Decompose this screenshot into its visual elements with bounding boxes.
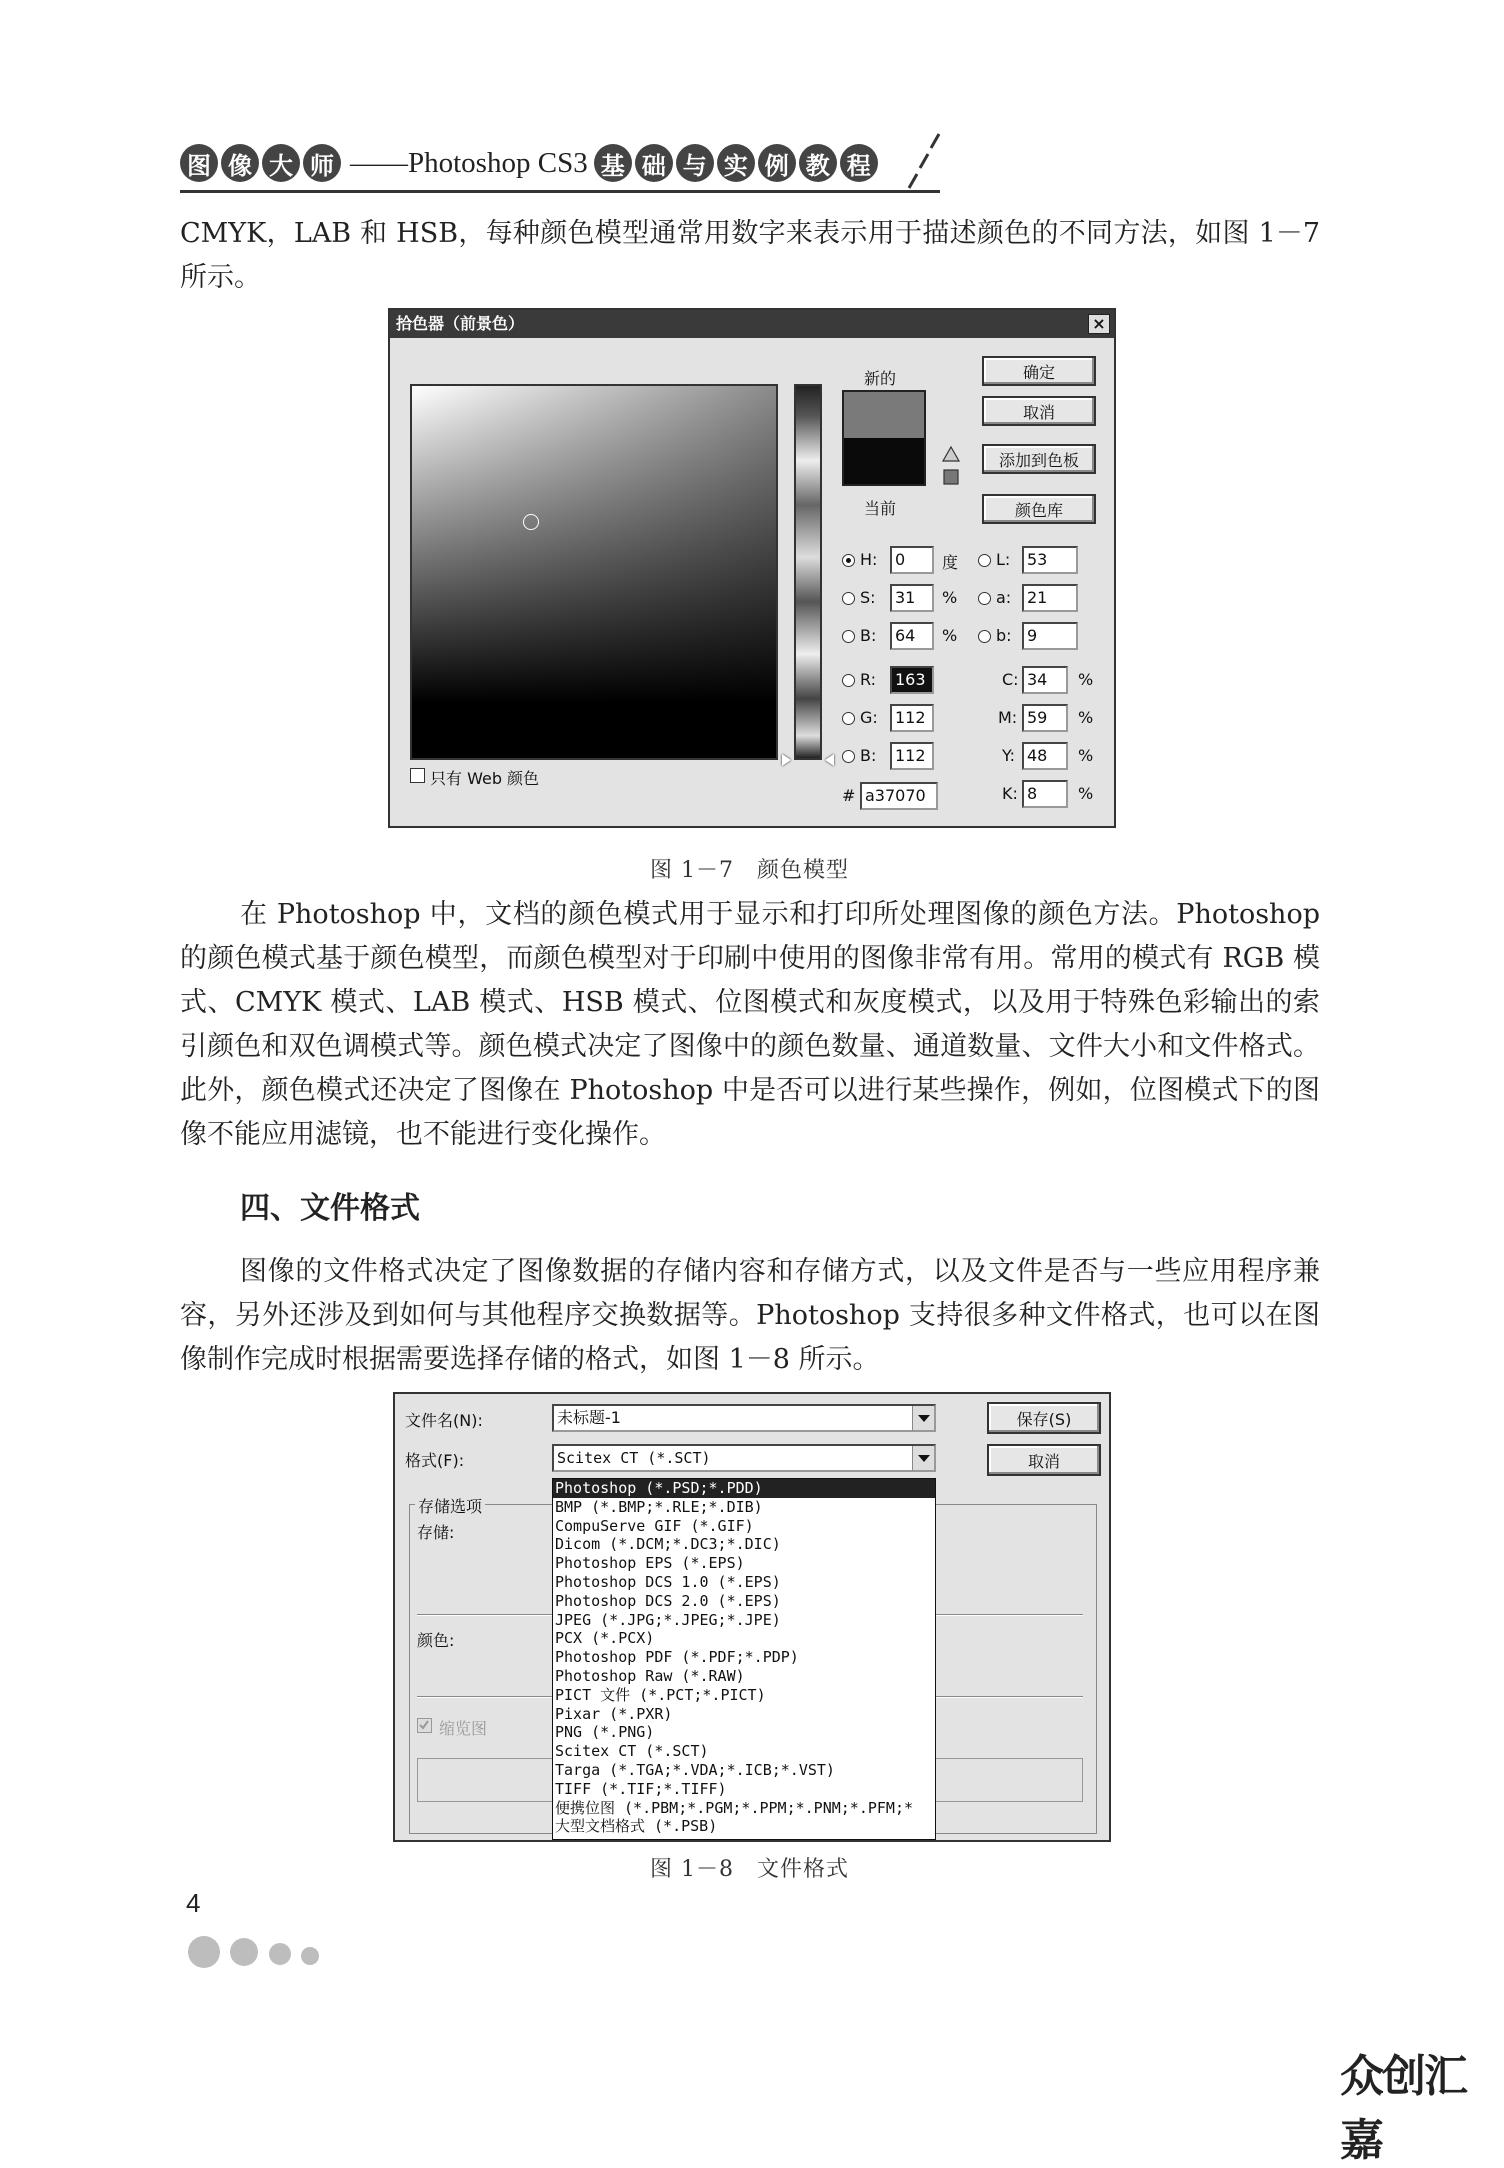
thumbnail-checkbox[interactable] [417,1718,432,1733]
paragraph-color-modes: 在 Photoshop 中，文档的颜色模式用于显示和打印所处理图像的颜色方法。Photoshop 的颜色模式基于颜色模型，而颜色模型对于印刷中使用的图像非常有用。常用的模式有 RGB 模式、CMYK 模式、LAB 模式、HSB 模式、位图模式和灰度模式，以及用于特殊色彩输出的索引颜色和双色调模式等。颜色模式决定了图像中的颜色数量、通道数量、文件大小和文件格式。此外，颜色模式还决定了图像在 Photoshop 中是否可以进行某些操作，例如，位图模式下的图像不能应用滤镜，也不能进行变化操作。 [180,899,1320,1150]
a-label: a: [996,588,1012,607]
filename-label: 文件名(N): [405,1411,483,1430]
format-option[interactable]: 大型文档格式 (*.PSB) [555,1817,718,1836]
chevron-down-icon[interactable] [912,1406,934,1430]
paragraph-intro: CMYK，LAB 和 HSB，每种颜色模型通常用数字来表示用于描述颜色的不同方法，如图 1－7 所示。 [180,218,1320,293]
checkmark-icon [418,1719,430,1731]
rgb-b-input[interactable]: 112 [890,742,934,770]
format-combo[interactable] [552,1444,936,1472]
ok-button[interactable]: 确定 [982,356,1096,386]
format-value: Scitex CT (*.SCT) [557,1449,711,1467]
rgb-b-label: B: [860,746,877,765]
thumbnail-label: 缩览图 [439,1719,488,1738]
header-char: 大 [262,144,300,182]
a-input[interactable]: 21 [1022,584,1078,612]
watermark: 众创汇嘉 [1340,2051,1466,2166]
k-unit: % [1078,784,1094,803]
header-char: 基 [594,144,632,182]
format-option[interactable]: Pixar (*.PXR) [555,1704,673,1723]
l-input[interactable]: 53 [1022,546,1078,574]
k-input[interactable]: 8 [1022,780,1068,808]
color-field[interactable] [410,384,778,760]
y-label: Y: [1002,746,1016,765]
header-char: 像 [221,144,259,182]
slider-left-arrow-icon[interactable] [782,754,791,766]
l-label: L: [996,550,1011,569]
new-color-label: 新的 [864,369,897,388]
radio-a[interactable] [978,592,991,605]
h-unit: 度 [942,553,959,572]
format-option[interactable]: Dicom (*.DCM;*.DC3;*.DIC) [555,1535,781,1554]
h-input[interactable]: 0 [890,546,934,574]
format-option[interactable]: Photoshop (*.PSD;*.PDD) [553,1479,935,1498]
g-label: G: [860,708,878,727]
g-input[interactable]: 112 [890,704,934,732]
format-option[interactable]: JPEG (*.JPG;*.JPEG;*.JPE) [555,1610,781,1629]
current-color-label: 当前 [864,499,897,518]
radio-lab-b[interactable] [978,630,991,643]
r-label: R: [860,670,877,689]
current-color-swatch[interactable] [842,438,926,486]
dialog-titlebar [390,310,1114,338]
lab-b-input[interactable]: 9 [1022,622,1078,650]
r-input[interactable]: 163 [890,666,934,694]
save-options-title: 存储选项 [415,1494,485,1517]
format-option[interactable]: Scitex CT (*.SCT) [555,1742,709,1761]
c-label: C: [1002,670,1019,689]
m-input[interactable]: 59 [1022,704,1068,732]
format-option[interactable]: Photoshop DCS 2.0 (*.EPS) [555,1591,781,1610]
hex-input[interactable]: a37070 [860,782,938,810]
header-decoration-icon [905,130,945,190]
color-marker-icon[interactable] [523,514,539,530]
paragraph-file-formats: 图像的文件格式决定了图像数据的存储内容和存储方式，以及文件是否与一些应用程序兼容，另外还涉及到如何与其他程序交换数据等。Photoshop 支持很多种文件格式，也可以在图像制作完成时根据需要选择存储的格式，如图 1－8 所示。 [180,1256,1320,1375]
figure-caption: 图 1－7 颜色模型 [650,858,849,883]
format-option[interactable]: PNG (*.PNG) [555,1723,655,1742]
format-option[interactable]: Photoshop DCS 1.0 (*.EPS) [555,1572,781,1591]
header-char: 程 [840,144,878,182]
gamut-warning-icon[interactable] [942,446,960,488]
web-only-label: 只有 Web 颜色 [430,769,540,788]
format-option[interactable]: Photoshop EPS (*.EPS) [555,1554,745,1573]
cancel-button[interactable]: 取消 [987,1444,1101,1476]
chevron-down-icon[interactable] [912,1446,934,1470]
add-to-swatches-button[interactable]: 添加到色板 [982,444,1096,474]
web-only-checkbox[interactable] [410,768,425,783]
format-option[interactable]: 便携位图 (*.PBM;*.PGM;*.PPM;*.PNM;*.PFM;* [555,1798,914,1817]
y-input[interactable]: 48 [1022,742,1068,770]
radio-s[interactable] [842,592,855,605]
running-header [180,138,881,188]
b-unit: % [942,626,958,645]
header-char: 教 [799,144,837,182]
page-number: 4 [186,1888,201,1918]
close-icon[interactable]: × [1088,314,1110,334]
format-option[interactable]: Photoshop Raw (*.RAW) [555,1666,745,1685]
color-libraries-button[interactable]: 颜色库 [982,494,1096,524]
hue-slider[interactable] [794,384,822,760]
k-label: K: [1002,784,1018,803]
radio-b[interactable] [842,630,855,643]
format-option[interactable]: TIFF (*.TIF;*.TIFF) [555,1779,727,1798]
header-char: 师 [303,144,341,182]
header-char: 图 [180,144,218,182]
header-rule [180,190,940,193]
radio-rgb-b[interactable] [842,750,855,763]
storage-label: 存储: [417,1523,455,1542]
s-label: S: [860,588,876,607]
dialog-title: 拾色器（前景色） [396,314,525,333]
save-dialog [393,1392,1111,1842]
header-char: 础 [635,144,673,182]
section-title: 四、文件格式 [240,1191,420,1226]
format-option[interactable]: Targa (*.TGA;*.VDA;*.ICB;*.VST) [555,1760,835,1779]
format-option[interactable]: Photoshop PDF (*.PDF;*.PDP) [555,1648,799,1667]
slider-right-arrow-icon[interactable] [825,754,834,766]
filename-value: 未标题-1 [557,1408,621,1427]
c-input[interactable]: 34 [1022,666,1068,694]
format-label: 格式(F): [405,1451,465,1470]
header-char: 实 [717,144,755,182]
cancel-button[interactable]: 取消 [982,396,1096,426]
radio-l[interactable] [978,554,991,567]
header-title-middle: ——Photoshop CS3 [350,146,588,179]
format-option[interactable]: PCX (*.PCX) [555,1629,655,1648]
format-option[interactable]: CompuServe GIF (*.GIF) [555,1516,754,1535]
m-label: M: [998,708,1018,727]
lab-b-label: b: [996,626,1012,645]
s-unit: % [942,588,958,607]
s-input[interactable]: 31 [890,584,934,612]
radio-r[interactable] [842,674,855,687]
filename-combo[interactable] [552,1404,936,1432]
header-char: 例 [758,144,796,182]
color-picker-dialog [388,308,1116,828]
format-option[interactable]: PICT 文件 (*.PCT;*.PICT) [555,1685,766,1704]
color-label: 颜色: [417,1631,455,1650]
format-dropdown-list[interactable] [552,1478,936,1840]
new-color-swatch [842,390,926,438]
footer-dots-icon [186,1932,326,1972]
hex-label: # [842,786,856,805]
figure-caption: 图 1－8 文件格式 [650,1857,849,1882]
radio-g[interactable] [842,712,855,725]
save-button[interactable]: 保存(S) [987,1402,1101,1434]
format-option[interactable]: BMP (*.BMP;*.RLE;*.DIB) [555,1497,763,1516]
h-label: H: [860,550,878,569]
m-unit: % [1078,708,1094,727]
y-unit: % [1078,746,1094,765]
radio-h[interactable] [842,554,855,567]
b-label: B: [860,626,877,645]
b-input[interactable]: 64 [890,622,934,650]
header-char: 与 [676,144,714,182]
c-unit: % [1078,670,1094,689]
